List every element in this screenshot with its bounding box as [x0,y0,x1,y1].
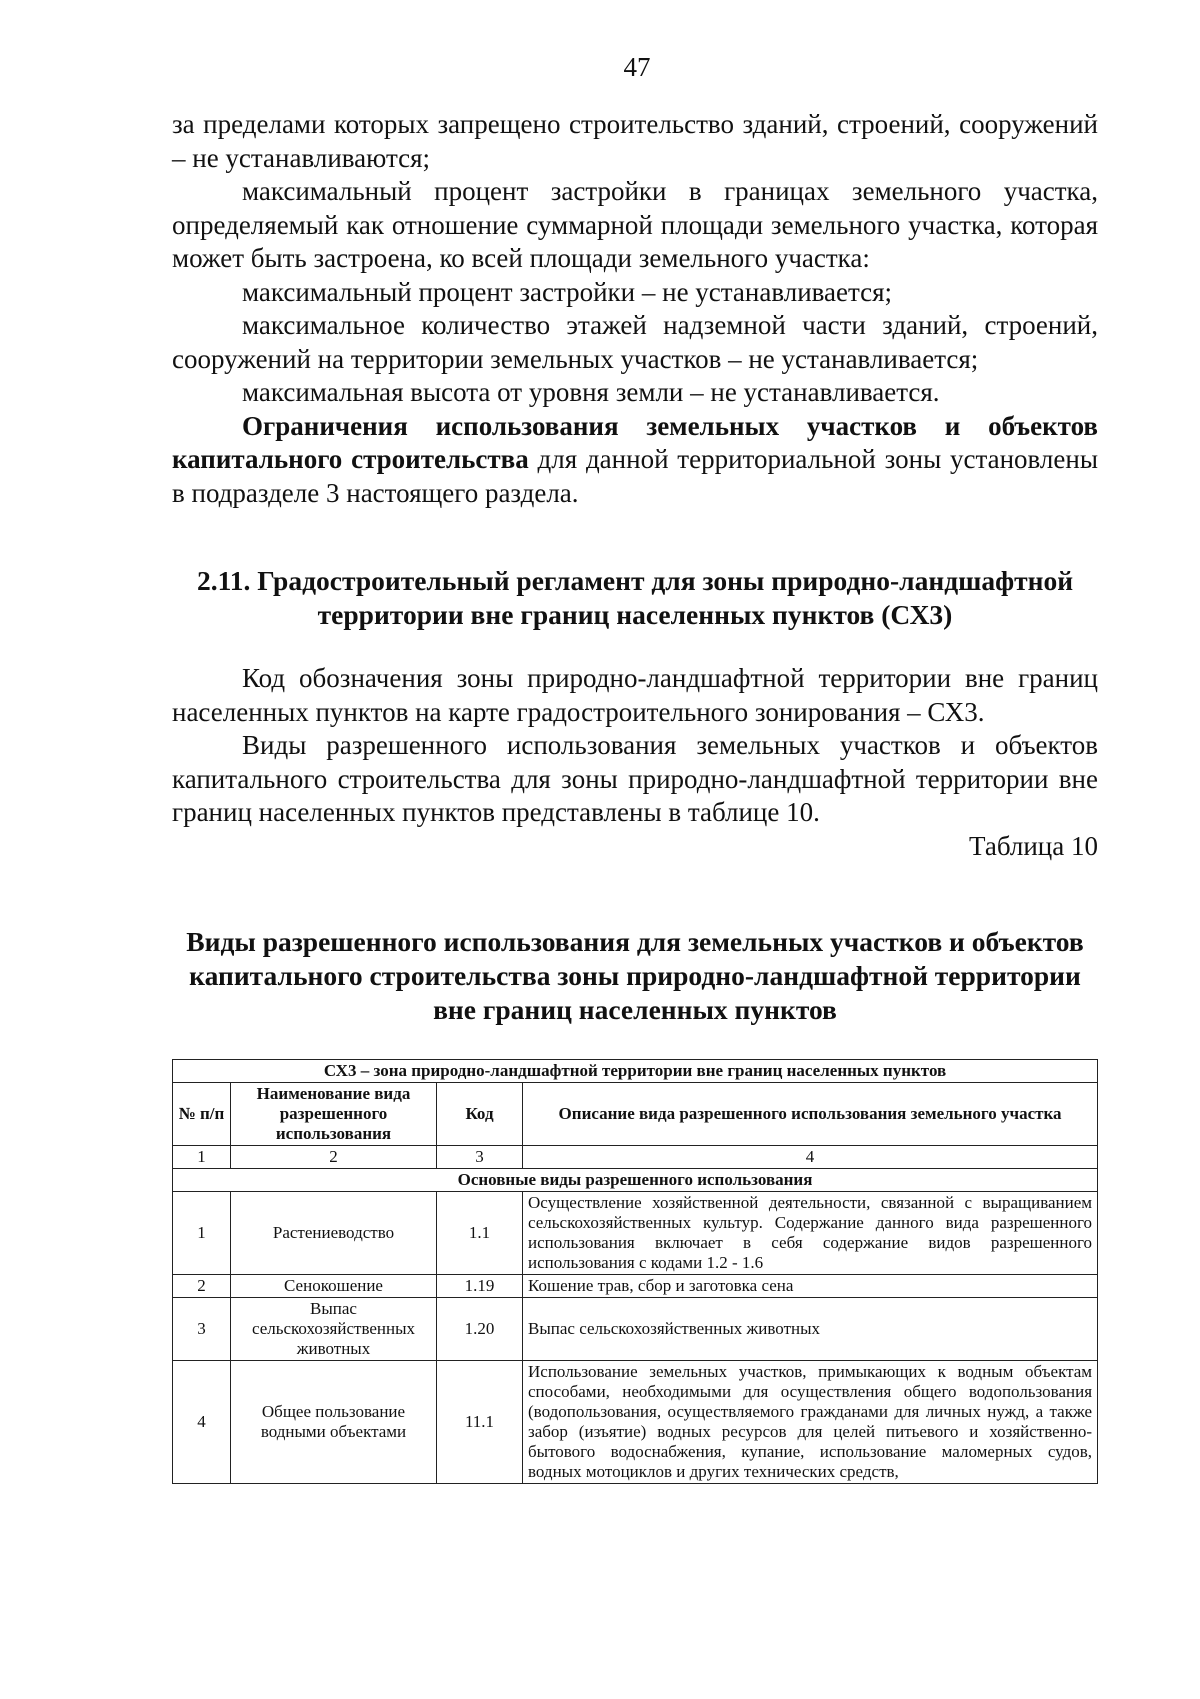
page-number: 47 [623,52,651,82]
table-row [173,1192,1098,1275]
zone-header: СХ3 – зона природно-ландшафтной территории вне границ населенных пунктов [173,1060,1098,1083]
regulation-table [172,1059,1098,1484]
paragraph: за пределами которых запрещено строительство зданий, строений, сооружений – не устанавливаются; [172,109,1098,173]
use-name: Сенокошение [231,1275,437,1298]
body-text-upper [172,108,1098,510]
column-header: Наименование вида разрешенного использования [231,1083,437,1146]
paragraph: максимальный процент застройки в границах земельного участка, определяемый как отношение суммарной площади земельного участка, которая может быть застроена, ко всей площади земельного участка: [172,176,1098,273]
use-description: Кошение трав, сбор и заготовка сена [523,1275,1098,1298]
table-title: Виды разрешенного использования для земельных участков и объектов капитального строительства зоны природно-ландшафтной территории вне границ населенных пунктов [186,926,1084,1025]
row-number: 3 [173,1298,231,1361]
column-number: 3 [437,1146,523,1169]
table-row [173,1298,1098,1361]
use-code: 1.1 [437,1192,523,1275]
body-text-section [172,662,1098,863]
column-header: № п/п [173,1083,231,1146]
use-code: 11.1 [437,1361,523,1484]
table-column-number-row [173,1146,1098,1169]
table-row [173,1275,1098,1298]
use-code: 1.19 [437,1275,523,1298]
group-header: Основные виды разрешенного использования [173,1169,1098,1192]
use-code: 1.20 [437,1298,523,1361]
use-description: Осуществление хозяйственной деятельности, связанной с выращиванием сельскохозяйственных культур. Содержание данного вида разрешенного использования включает в себя содержание видов разрешенного использования с кодами 1.2 - 1.6 [523,1192,1098,1275]
section-heading: 2.11. Градостроительный регламент для зоны природно-ландшафтной территории вне границ населенных пунктов (СХ3) [196,565,1074,630]
row-number: 2 [173,1275,231,1298]
paragraph: максимальное количество этажей надземной части зданий, строений, сооружений на территории земельных участков – не устанавливается; [172,310,1098,374]
column-number: 1 [173,1146,231,1169]
table-header-row [173,1083,1098,1146]
paragraph: максимальный процент застройки – не устанавливается; [242,276,893,307]
row-number: 4 [173,1361,231,1484]
table-group-row [173,1169,1098,1192]
restriction-bold: Ограничения использования земельных участков и объектов капитального строительства [172,410,1098,474]
use-name: Общее пользование водными объектами [231,1361,437,1484]
use-description: Использование земельных участков, примыкающих к водным объектам способами, необходимыми для осуществления общего водопользования (водопользования, осуществляемого гражданами для личных нужд, а также забор (изъятие) водных ресурсов для целей питьевого и хозяйственно-бытового водоснабжения, купание, использование маломерных судов, водных мотоциклов и других технических средств, [523,1361,1098,1484]
table-caption: Таблица 10 [969,830,1098,861]
use-name: Выпас сельскохозяйственных животных [231,1298,437,1361]
column-number: 2 [231,1146,437,1169]
table-zone-header-row [173,1060,1098,1083]
use-name: Растениеводство [231,1192,437,1275]
column-header: Код [437,1083,523,1146]
row-number: 1 [173,1192,231,1275]
column-header: Описание вида разрешенного использования земельного участка [523,1083,1098,1146]
table-row [173,1361,1098,1484]
restriction-rest: для данной территориальной зоны установлены в подразделе 3 настоящего раздела. [172,444,1098,508]
paragraph: Код обозначения зоны природно-ландшафтной территории вне границ населенных пунктов на карте градостроительного зонирования – СХ3. [172,663,1098,727]
restriction-paragraph [172,410,1098,511]
column-number: 4 [523,1146,1098,1169]
use-description: Выпас сельскохозяйственных животных [523,1298,1098,1361]
paragraph: максимальная высота от уровня земли – не устанавливается. [242,377,940,407]
paragraph: Виды разрешенного использования земельных участков и объектов капитального строительства для зоны природно-ландшафтной территории вне границ населенных пунктов представлены в таблице 10. [172,730,1098,827]
